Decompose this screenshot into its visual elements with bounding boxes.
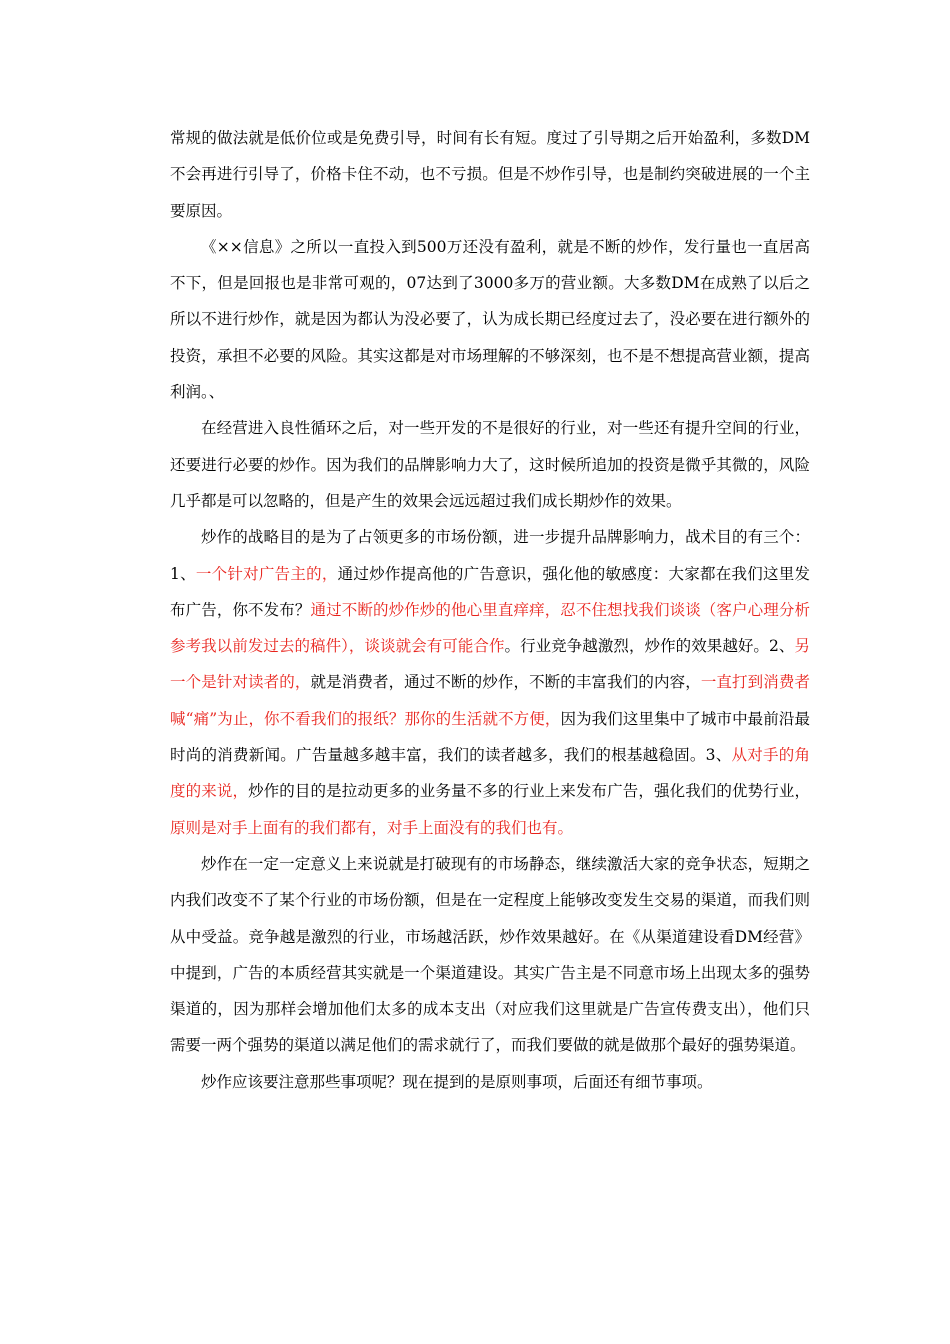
text-run: 通过炒作提高他的广告意识，强化他的敏感度：大家都在我们这里发布广告，你不发布？ xyxy=(170,564,810,619)
paragraph-1 xyxy=(170,120,810,229)
paragraph-5 xyxy=(170,846,810,1064)
highlighted-text-run: 一直打到消费者喊“痛”为止，你不看我们的报纸？那你的生活就不方便， xyxy=(170,673,810,728)
paragraph-3 xyxy=(170,410,810,519)
highlighted-text-run: 通过不断的炒作炒的他心里直痒痒，忍不住想找我们谈谈（客户心理分析参考我以前发过去的稿件），谈谈就会有可能合作 xyxy=(170,600,810,656)
text-run: 炒作在一定一定意义上来说就是打破现有的市场静态，继续激活大家的竞争状态，短期之内我们改变不了某个行业的市场份额，但是在一定程度上能够改变发生交易的渠道，而我们则从中受益。竞争越是激烈的行业，市场越活跃，炒作效果越好。在《从渠道建设看DM经营》中提到，广告的本质经营其实就是一个渠道建设。其实广告主是不同意市场上出现太多的强势渠道的，因为那样会增加他们太多的成本支出（对应我们这里就是广告宣传费支出），他们只需要一两个强势的渠道以满足他们的需求就行了，而我们要做的就是做那个最好的强势渠道。 xyxy=(170,854,810,1055)
text-run: 常规的做法就是低价位或是免费引导，时间有长有短。度过了引导期之后开始盈利，多数DM不会再进行引导了，价格卡住不动，也不亏损。但是不炒作引导，也是制约突破进展的一个主要原因。 xyxy=(170,129,810,220)
text-run: 炒作的目的是拉动更多的业务量不多的行业上来发布广告，强化我们的优势行业， xyxy=(248,782,810,801)
text-run: 《××信息》之所以一直投入到500万还没有盈利，就是不断的炒作，发行量也一直居高不下，但是回报也是非常可观的，07达到了3000多万的营业额。大多数DM在成熟了以后之所以不进行炒作，就是因为都认为没必要了，认为成长期已经度过去了，没必要在进行额外的投资，承担不必要的风险。其实这都是对市场理解的不够深刻，也不是不想提高营业额，提高利润。、 xyxy=(170,237,810,402)
text-run: 就是消费者，通过不断的炒作，不断的丰富我们的内容， xyxy=(310,673,701,692)
text-run: 因为我们这里集中了城市中最前沿最时尚的消费新闻。广告量越多越丰富，我们的读者越多，我们的根基越稳固。3、 xyxy=(170,709,810,765)
highlighted-text-run: 另一个是针对读者的， xyxy=(170,637,810,692)
highlighted-text-run: 从对手的角度的来说， xyxy=(170,746,810,801)
text-run: 。行业竞争越激烈，炒作的效果越好。2、 xyxy=(504,637,795,656)
document-page xyxy=(170,120,810,1100)
paragraph-4 xyxy=(170,519,810,846)
text-run: 炒作应该要注意那些事项呢？现在提到的是原则事项，后面还有细节事项。 xyxy=(201,1072,713,1091)
text-run: 在经营进入良性循环之后，对一些开发的不是很好的行业，对一些还有提升空间的行业，还要进行必要的炒作。因为我们的品牌影响力大了，这时候所追加的投资是微乎其微的，风险几乎都是可以忽略的，但是产生的效果会远远超过我们成长期炒作的效果。 xyxy=(170,419,810,510)
text-run: 炒作的战略目的是为了占领更多的市场份额，进一步提升品牌影响力，战术目的有三个：1、 xyxy=(170,528,810,583)
highlighted-text-run: 一个针对广告主的， xyxy=(195,564,338,583)
paragraph-2 xyxy=(170,229,810,410)
paragraph-6 xyxy=(170,1064,810,1100)
highlighted-text-run: 原则是对手上面有的我们都有，对手上面没有的我们也有。 xyxy=(170,818,574,837)
